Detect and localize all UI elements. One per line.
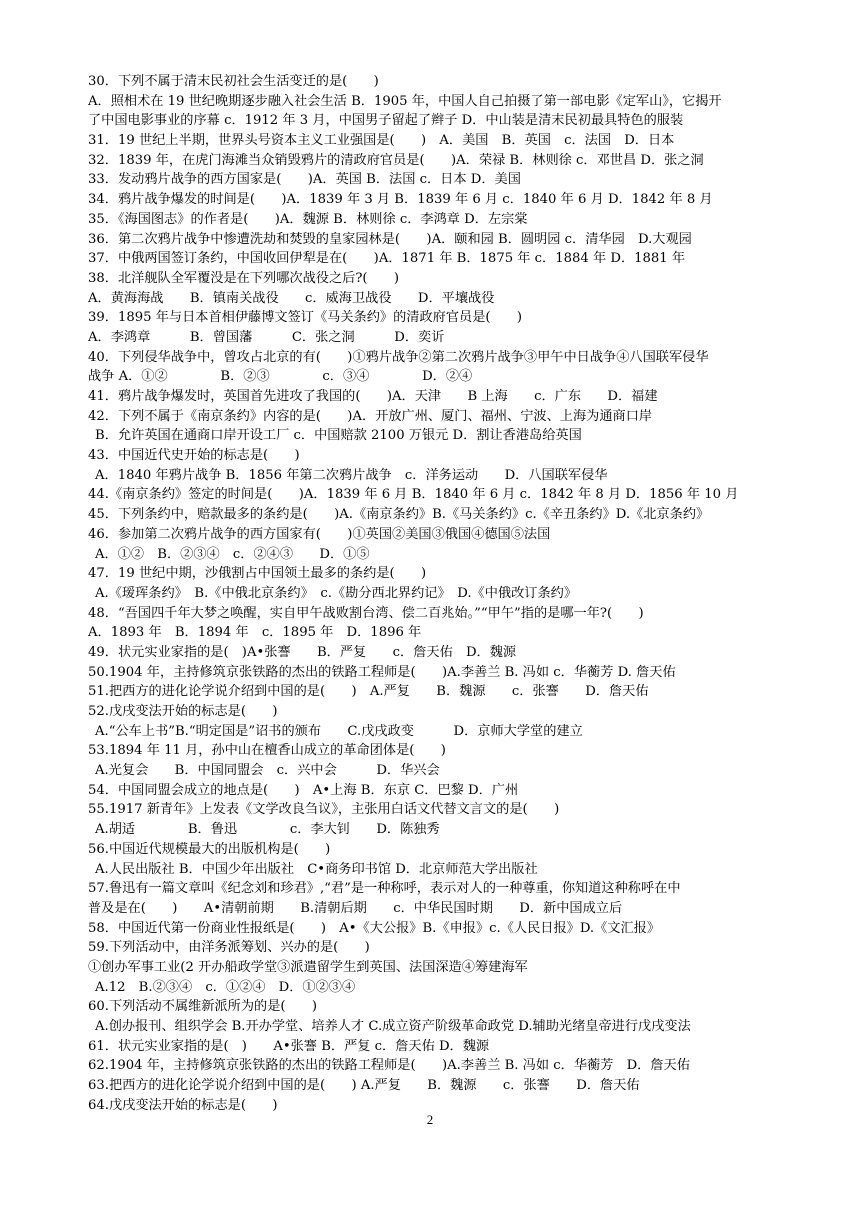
text-line: 51.把西方的进化论学说介绍到中国的是( ) A.严复 B．魏源 c．张謇 D．詹天佑 xyxy=(88,684,649,700)
text-line: A.12 B.②③④ c．①②④ D．①②③④ xyxy=(95,979,356,995)
text-line: 37．中俄两国签订条约，中国收回伊犁是在( )A．1871 年 B．1875 年 c．1884 年 D．1881 年 xyxy=(88,251,686,267)
text-line: 32．1839 年，在虎门海滩当众销毁鸦片的清政府官员是( )A．荣禄 B．林则徐 c．邓世昌 D．张之洞 xyxy=(88,152,704,168)
text-line: B．允许英国在通商口岸开设工厂 c．中国赔款 2100 万银元 D．割让香港岛给英国 xyxy=(95,428,582,444)
text-line: A．①② B．②③④ c．②④③ D．①⑤ xyxy=(95,546,370,562)
text-line: 33．发动鸦片战争的西方国家是( )A．英国 B．法国 c．日本 D．美国 xyxy=(88,172,521,188)
text-line: 40．下列侵华战争中，曾攻占北京的有( )①鸦片战争②第二次鸦片战争③甲午中日战争④八国联军侵华 xyxy=(88,349,709,365)
text-line: A.“公车上书”B.“明定国是”诏书的颁布 C.戊戌政变 D．京师大学堂的建立 xyxy=(95,723,583,739)
text-line: 31．19 世纪上半期，世界头号资本主义工业强国是( ) A．美国 B．英国 c．法国 D．日本 xyxy=(88,133,675,149)
text-line: 42．下列不属于《南京条约》内容的是( )A．开放广州、厦门、福州、宁波、上海为通商口岸 xyxy=(88,408,653,424)
text-line: 49．状元实业家指的是( )A•张謇 B．严复 c．詹天佑 D．魏源 xyxy=(88,644,517,660)
text-line: 64.戊戌变法开始的标志是( ) xyxy=(88,1097,278,1113)
text-line: 52.戊戌变法开始的标志是( ) xyxy=(88,704,278,719)
text-line: A.《瑷珲条约》 B.《中俄北京条约》 c.《勘分西北界约记》 D.《中俄改订条约》 xyxy=(95,585,578,601)
text-line: 57.鲁迅有一篇文章叫《纪念刘和珍君》,“君”是一种称呼，表示对人的一种尊重，你知道这种称呼在中 xyxy=(88,881,681,897)
page-number: 2 xyxy=(426,1112,434,1127)
text-line: 61．状元实业家指的是( ) A•张謇 B．严复 c．詹天佑 D．魏源 xyxy=(88,1038,490,1054)
text-line: 60.下列活动不属维新派所为的是( ) xyxy=(88,999,318,1015)
text-line: 55.1917 新青年》上发表《文学改良刍议》，主张用白话文代替文言文的是( ) xyxy=(88,802,560,818)
text-line: A.胡适 B．鲁迅 c．李大钊 D．陈独秀 xyxy=(95,822,440,838)
text-line: 63.把西方的进化论学说介绍到中国的是( ) A.严复 B．魏源 c．张謇 D．詹天佑 xyxy=(88,1078,640,1094)
text-line: 47．19 世纪中期，沙俄割占中国领土最多的条约是( ) xyxy=(88,566,427,582)
text-line: 34．鸦片战争爆发的时间是( )A．1839 年 3 月 B．1839 年 6 月 c．1840 年 6 月 D．1842 年 8 月 xyxy=(88,192,713,208)
text-line: A．1840 年鸦片战争 B．1856 年第二次鸦片战争 c．洋务运动 D．八国联军侵华 xyxy=(95,467,608,483)
text-line: 36．第二次鸦片战争中惨遭洗劫和焚毁的皇家园林是( )A．颐和园 B．圆明园 c．清华园 D.大观园 xyxy=(88,231,692,247)
question-list xyxy=(88,72,788,1115)
text-line: 46．参加第二次鸦片战争的西方国家有( )①英国②美国③俄国④德国⑤法国 xyxy=(88,526,551,542)
text-line: 38．北洋舰队全军覆没是在下列哪次战役之后?( ) xyxy=(88,270,400,286)
text-line: 58．中国近代第一份商业性报纸是( ) A•《大公报》B.《申报》c.《人民日报》D.《文汇报》 xyxy=(88,920,661,936)
text-line: 59.下列活动中，由洋务派筹划、兴办的是( ) xyxy=(88,940,370,956)
text-line: A.人民出版社 B．中国少年出版社 C•商务印书馆 D．北京师范大学出版社 xyxy=(95,861,538,877)
text-line: 30．下列不属于清末民初社会生活变迁的是( ) xyxy=(88,74,379,89)
text-line: A．照相术在 19 世纪晚期逐步融入社会生活 B．1905 年，中国人自己拍摄了第一部电影《定军山》，它揭开 xyxy=(88,93,722,109)
text-line: 了中国电影事业的序幕 c．1912 年 3 月，中国男子留起了辫子 D．中山装是清末民初最具特色的服装 xyxy=(88,113,684,129)
text-line: 53.1894 年 11 月，孙中山在檀香山成立的革命团体是( ) xyxy=(88,743,446,759)
text-line: 44.《南京条约》签定的时间是( )A．1839 年 6 月 B．1840 年 6 月 c．1842 年 8 月 D．1856 年 10 月 xyxy=(88,487,739,503)
text-line: 45．下列条约中，赔款最多的条约是( )A.《南京条约》B.《马关条约》c.《辛丑条约》D.《北京条约》 xyxy=(88,507,710,523)
text-line: 41．鸦片战争爆发时，英国首先进攻了我国的( )A．天津 B 上海 c．广东 D．福建 xyxy=(88,389,658,404)
text-line: ①创办军事工业(2 开办船政学堂③派遣留学生到英国、法国深造④筹建海军 xyxy=(88,959,528,975)
text-line: 35．《海国图志》的作者是( )A．魏源 B．林则徐 c．李鸿章 D．左宗棠 xyxy=(88,211,528,227)
text-line: 普及是在( ) A•清朝前期 B.清朝后期 c．中华民国时期 D．新中国成立后 xyxy=(88,900,623,916)
text-line: 56.中国近代规模最大的出版机构是( ) xyxy=(88,841,331,857)
text-line: A．李鸿章 B．曾国藩 C．张之洞 D．奕䜣 xyxy=(88,329,445,345)
text-line: 39．1895 年与日本首相伊藤博文签订《马关条约》的清政府官员是( ) xyxy=(88,310,523,326)
text-line: 50.1904 年，主持修筑京张铁路的杰出的铁路工程师是( )A.李善兰 B. 冯如 c．华蘅芳 D. 詹天佑 xyxy=(88,664,676,680)
text-line: 48．“吾国四千年大梦之唤醒，实自甲午战败割台湾、偿二百兆始。”“甲午”指的是哪一年?( ) xyxy=(88,605,644,621)
text-line: 43．中国近代史开始的标志是( ) xyxy=(88,448,300,464)
text-line: 战争 A．①② B．②③ c．③④ D．②④ xyxy=(88,369,473,385)
text-line: A．1893 年 B．1894 年 c．1895 年 D．1896 年 xyxy=(88,625,422,641)
text-line: 54．中国同盟会成立的地点是( ) A•上海 B．东京 C．巴黎 D．广州 xyxy=(88,782,519,798)
text-line: A．黄海海战 B．镇南关战役 c．威海卫战役 D．平壤战役 xyxy=(88,290,495,306)
text-line: A.光复会 B．中国同盟会 c．兴中会 D．华兴会 xyxy=(95,763,440,779)
text-line: 62.1904 年，主持修筑京张铁路的杰出的铁路工程师是( )A.李善兰 B. 冯如 c．华蘅芳 D．詹天佑 xyxy=(88,1058,690,1074)
text-line: A.创办报刊、组织学会 B.开办学堂、培养人才 C.成立资产阶级革命政党 D.辅助光绪皇帝进行戊戌变法 xyxy=(95,1019,691,1034)
